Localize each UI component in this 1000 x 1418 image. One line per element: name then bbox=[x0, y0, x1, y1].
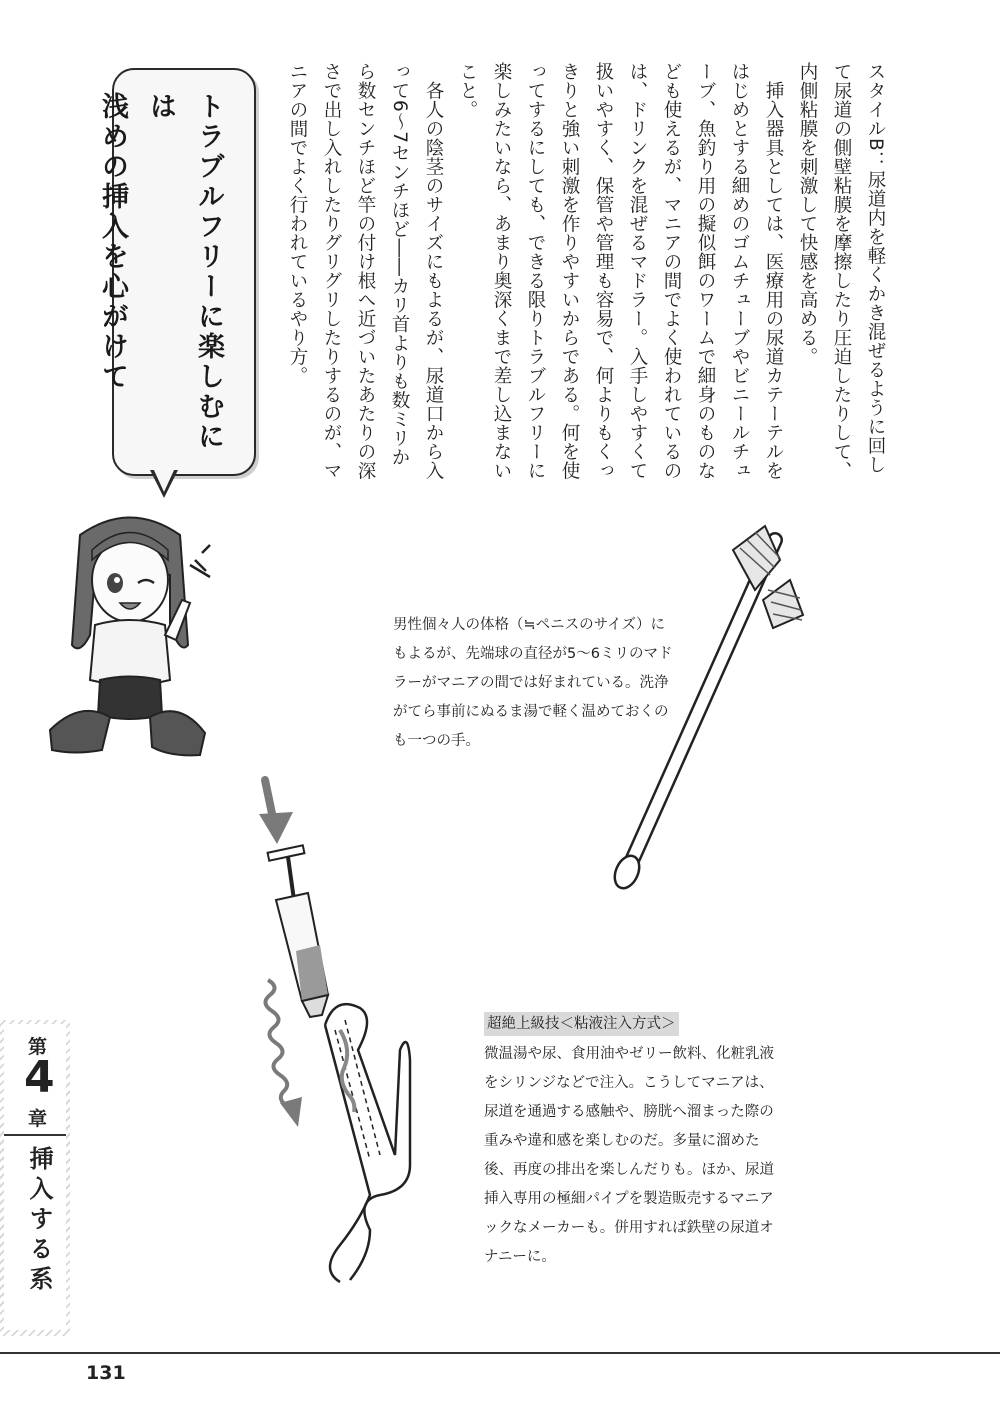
speech-bubble-text bbox=[88, 92, 232, 462]
chapter-prefix: 第 bbox=[28, 1036, 48, 1058]
penis-illustration bbox=[300, 990, 440, 1290]
chapter-suffix: 章 bbox=[28, 1108, 48, 1130]
caption-advanced-text: 微温湯や尿、食用油やゼリー飲料、化粧乳液をシリンジなどで注入。こうしてマニアは、尿道を通過する感触や、膀胱へ溜まった際の重みや違和感を楽しむのだ。多量に溜めた後、再度の排出を楽しんだりも。ほか、尿道挿入専用の極細パイプを製造販売するマニアックなメーカーも。併用すれば鉄壁の尿道オナニーに。 bbox=[484, 1046, 774, 1265]
chapter-tab bbox=[0, 1020, 70, 1336]
body-paragraph-1: スタイルB：尿道内を軽くかき混ぜるように回して尿道の側壁粘膜を摩擦したり圧迫したりして、内側粘膜を刺激して快感を高める。 bbox=[797, 62, 886, 480]
footer-divider bbox=[0, 1352, 1000, 1354]
chapter-number: 4 bbox=[24, 1052, 55, 1103]
chapter-title: 挿入する系 bbox=[25, 1146, 53, 1296]
body-text bbox=[272, 62, 892, 482]
caption-advanced-title: 超絶上級技＜粘液注入方式＞ bbox=[484, 1012, 679, 1036]
speech-bubble-tail-fill bbox=[153, 468, 175, 492]
chapter-divider bbox=[4, 1134, 66, 1136]
speech-bubble-line-1: トラブルフリーに楽しむには bbox=[145, 92, 224, 452]
body-paragraph-3: 各人の陰茎のサイズにもよるが、尿道口から入って6〜7センチほど――カリ首よりも数ミリから数センチほど竿の付け根へ近づいたあたりの深さで出し入れしたりグリグリしたりするのが、マニアの間でよく行われているやり方。 bbox=[287, 62, 444, 480]
caption-advanced bbox=[484, 1010, 784, 1272]
speech-bubble bbox=[97, 68, 256, 476]
page-number: 131 bbox=[86, 1362, 126, 1384]
girl-illustration bbox=[40, 505, 220, 765]
caption-madler: 男性個々人の体格（≒ペニスのサイズ）にもよるが、先端球の直径が5〜6ミリのマドラーがマニアの間では好まれている。洗浄がてら事前にぬるま湯で軽く温めておくのも一つの手。 bbox=[393, 617, 673, 749]
body-paragraph-2: 挿入器具としては、医療用の尿道カテーテルをはじめとする細めのゴムチューブやビニールチューブ、魚釣り用の擬似餌のワームで細身のものなども使えるが、マニアの間でよく使われているのは、ドリンクを混ぜるマドラー。入手しやすくて扱いやすく、保管や管理も容易で、何よりもくっきりと強い刺激を作りやすいからである。何を使ってするにしても、できる限りトラブルフリーに楽しみたいなら、あまり奥深くまで差し込まないこと。 bbox=[457, 62, 784, 480]
down-arrow-icon bbox=[253, 778, 303, 848]
speech-bubble-line-2: 浅めの挿入を心がけて bbox=[97, 92, 128, 392]
chapter-box bbox=[4, 1024, 66, 1330]
